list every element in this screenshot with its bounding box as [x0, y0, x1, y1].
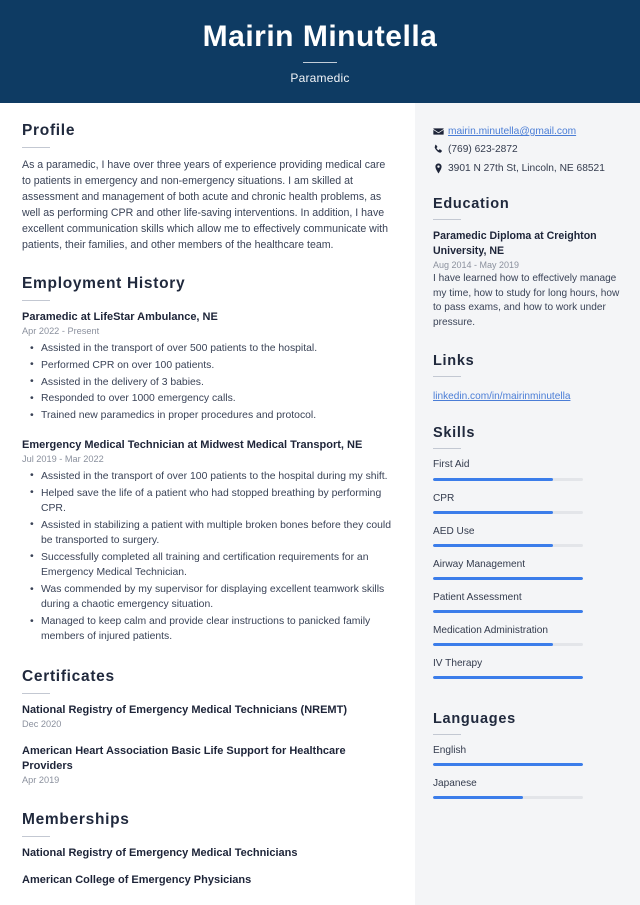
spacer — [22, 790, 393, 811]
linkedin-link[interactable]: linkedin.com/in/mairinminutella — [433, 391, 571, 403]
skill-progress-track — [433, 610, 583, 613]
employment-date: Jul 2019 - Mar 2022 — [22, 454, 104, 465]
contact-details — [433, 125, 620, 175]
list-item: • Assisted in the transport of over 100 patients to the hospital during my shift. — [39, 469, 393, 484]
address-text: 3901 N 27th St, Lincoln, NE 68521 — [448, 162, 605, 174]
location-pin-icon — [433, 162, 448, 174]
section-skills — [433, 425, 620, 679]
spacer — [22, 254, 393, 275]
section-divider — [22, 693, 50, 694]
section-links — [433, 353, 620, 404]
skill-item — [433, 558, 620, 580]
section-title-skills: Skills — [433, 425, 476, 442]
certificate-date: Dec 2020 — [22, 719, 62, 730]
spacer — [433, 404, 620, 425]
phone-icon — [433, 143, 448, 155]
membership-entry — [22, 846, 393, 861]
employment-entry — [22, 310, 393, 424]
skill-label: AED Use — [433, 525, 475, 537]
skill-progress-fill — [433, 643, 553, 646]
employment-title: Paramedic at LifeStar Ambulance, NE — [22, 310, 218, 323]
sidebar-column — [415, 103, 640, 905]
list-item: • Trained new paramedics in proper procedures and protocol. — [39, 408, 393, 423]
skill-progress-track — [433, 676, 583, 679]
section-title-employment: Employment History — [22, 274, 186, 292]
section-title-education: Education — [433, 196, 510, 213]
skill-label: Airway Management — [433, 558, 526, 570]
membership-title: American College of Emergency Physicians — [22, 873, 252, 886]
section-divider — [433, 734, 461, 735]
section-title-memberships: Memberships — [22, 811, 130, 829]
section-title-links: Links — [433, 353, 475, 370]
language-item — [433, 744, 620, 766]
language-progress-track — [433, 763, 583, 766]
skill-item — [433, 458, 620, 480]
skill-label: Patient Assessment — [433, 591, 522, 603]
skill-progress-fill — [433, 511, 553, 514]
membership-entry — [22, 873, 393, 888]
certificate-title: American Heart Association Basic Life Support for Healthcare Providers — [22, 745, 346, 772]
profile-text: As a paramedic, I have over three years of experience providing medical care to patients in emergency and non-emergency situations. I am skilled at assessment and management of both acute and chronic health problems, as well as performing CPR and other life-saving interventions. In addition, I have excellent communication skills which allow me to effectively communicate with patients, their families, and other members of the healthcare team. — [22, 159, 389, 252]
section-divider — [433, 219, 461, 220]
list-item: • Managed to keep calm and provide clear instructions to panicked family members of injured patients. — [39, 614, 393, 645]
education-description: I have learned how to effectively manage my time, how to study for long hours, how to pass exams, and how to work under pressure. — [433, 272, 620, 328]
skill-item — [433, 657, 620, 679]
candidate-job-title: Paramedic — [290, 71, 350, 85]
section-title-profile: Profile — [22, 122, 76, 139]
spacer — [22, 863, 393, 873]
education-date: Aug 2014 - May 2019 — [433, 259, 520, 270]
contact-row-address — [433, 162, 620, 176]
section-education — [433, 196, 620, 330]
list-item: • Assisted in stabilizing a patient with multiple broken bones before they could be transported to surgery. — [39, 518, 393, 549]
resume-body — [0, 103, 640, 905]
skill-progress-fill — [433, 478, 553, 481]
skill-progress-track — [433, 577, 583, 580]
language-progress-fill — [433, 796, 523, 799]
skill-progress-fill — [433, 676, 583, 679]
skill-label: Medication Administration — [433, 624, 549, 636]
email-link[interactable]: mairin.minutella@gmail.com — [448, 126, 577, 137]
header-divider — [303, 62, 337, 63]
list-item: • Assisted in the delivery of 3 babies. — [39, 375, 393, 390]
skill-progress-fill — [433, 544, 553, 547]
contact-row-phone — [433, 143, 620, 157]
education-entry — [433, 229, 620, 330]
skill-label: CPR — [433, 492, 455, 504]
skill-item — [433, 624, 620, 646]
language-item — [433, 777, 620, 799]
language-label: Japanese — [433, 778, 477, 790]
employment-bullets — [22, 341, 393, 423]
main-column — [0, 103, 415, 905]
section-title-certificates: Certificates — [22, 667, 115, 685]
section-divider — [22, 300, 50, 301]
resume-header — [0, 0, 640, 103]
membership-title: National Registry of Emergency Medical Technicians — [22, 847, 298, 860]
employment-bullets — [22, 469, 393, 645]
section-profile — [22, 122, 393, 254]
list-item: • Helped save the life of a patient who had stopped breathing by performing CPR. — [39, 486, 393, 517]
employment-date: Apr 2022 - Present — [22, 326, 100, 337]
section-divider — [433, 448, 461, 449]
list-item: • Assisted in the transport of over 500 patients to the hospital. — [39, 341, 393, 356]
language-progress-track — [433, 796, 583, 799]
section-languages — [433, 711, 620, 799]
employment-entry — [22, 438, 393, 645]
certificate-entry — [22, 744, 393, 787]
education-title: Paramedic Diploma at Creighton University, NE — [433, 230, 597, 257]
spacer — [22, 734, 393, 744]
language-label: English — [433, 745, 467, 757]
skill-progress-track — [433, 643, 583, 646]
list-item: • Was commended by my supervisor for displaying excellent teamwork skills during a chaotic emergency situation. — [39, 582, 393, 613]
skill-item — [433, 525, 620, 547]
section-divider — [22, 836, 50, 837]
certificate-title: National Registry of Emergency Medical Technicians (NREMT) — [22, 703, 347, 716]
spacer — [22, 426, 393, 438]
candidate-name: Mairin Minutella — [202, 20, 438, 53]
envelope-icon — [433, 125, 448, 137]
skill-progress-fill — [433, 577, 583, 580]
section-memberships — [22, 811, 393, 887]
skill-progress-track — [433, 511, 583, 514]
list-item: • Performed CPR on over 100 patients. — [39, 358, 393, 373]
skill-label: IV Therapy — [433, 658, 483, 670]
spacer — [22, 647, 393, 668]
contact-row-email — [433, 125, 620, 139]
section-divider — [433, 376, 461, 377]
language-progress-fill — [433, 763, 583, 766]
phone-number: (769) 623-2872 — [448, 144, 518, 156]
certificate-entry — [22, 703, 393, 731]
skill-progress-track — [433, 544, 583, 547]
spacer — [433, 690, 620, 711]
skill-item — [433, 492, 620, 514]
employment-title: Emergency Medical Technician at Midwest Medical Transport, NE — [22, 438, 363, 451]
section-certificates — [22, 668, 393, 787]
list-item: • Responded to over 1000 emergency calls. — [39, 391, 393, 406]
section-employment-history — [22, 275, 393, 645]
skill-progress-fill — [433, 610, 583, 613]
skill-label: First Aid — [433, 459, 470, 471]
section-title-languages: Languages — [433, 711, 516, 728]
spacer — [433, 332, 620, 353]
certificate-date: Apr 2019 — [22, 775, 60, 786]
skill-item — [433, 591, 620, 613]
list-item: • Successfully completed all training and certification requirements for an Emergency Medical Technician. — [39, 550, 393, 581]
skill-progress-track — [433, 478, 583, 481]
section-divider — [22, 147, 50, 148]
